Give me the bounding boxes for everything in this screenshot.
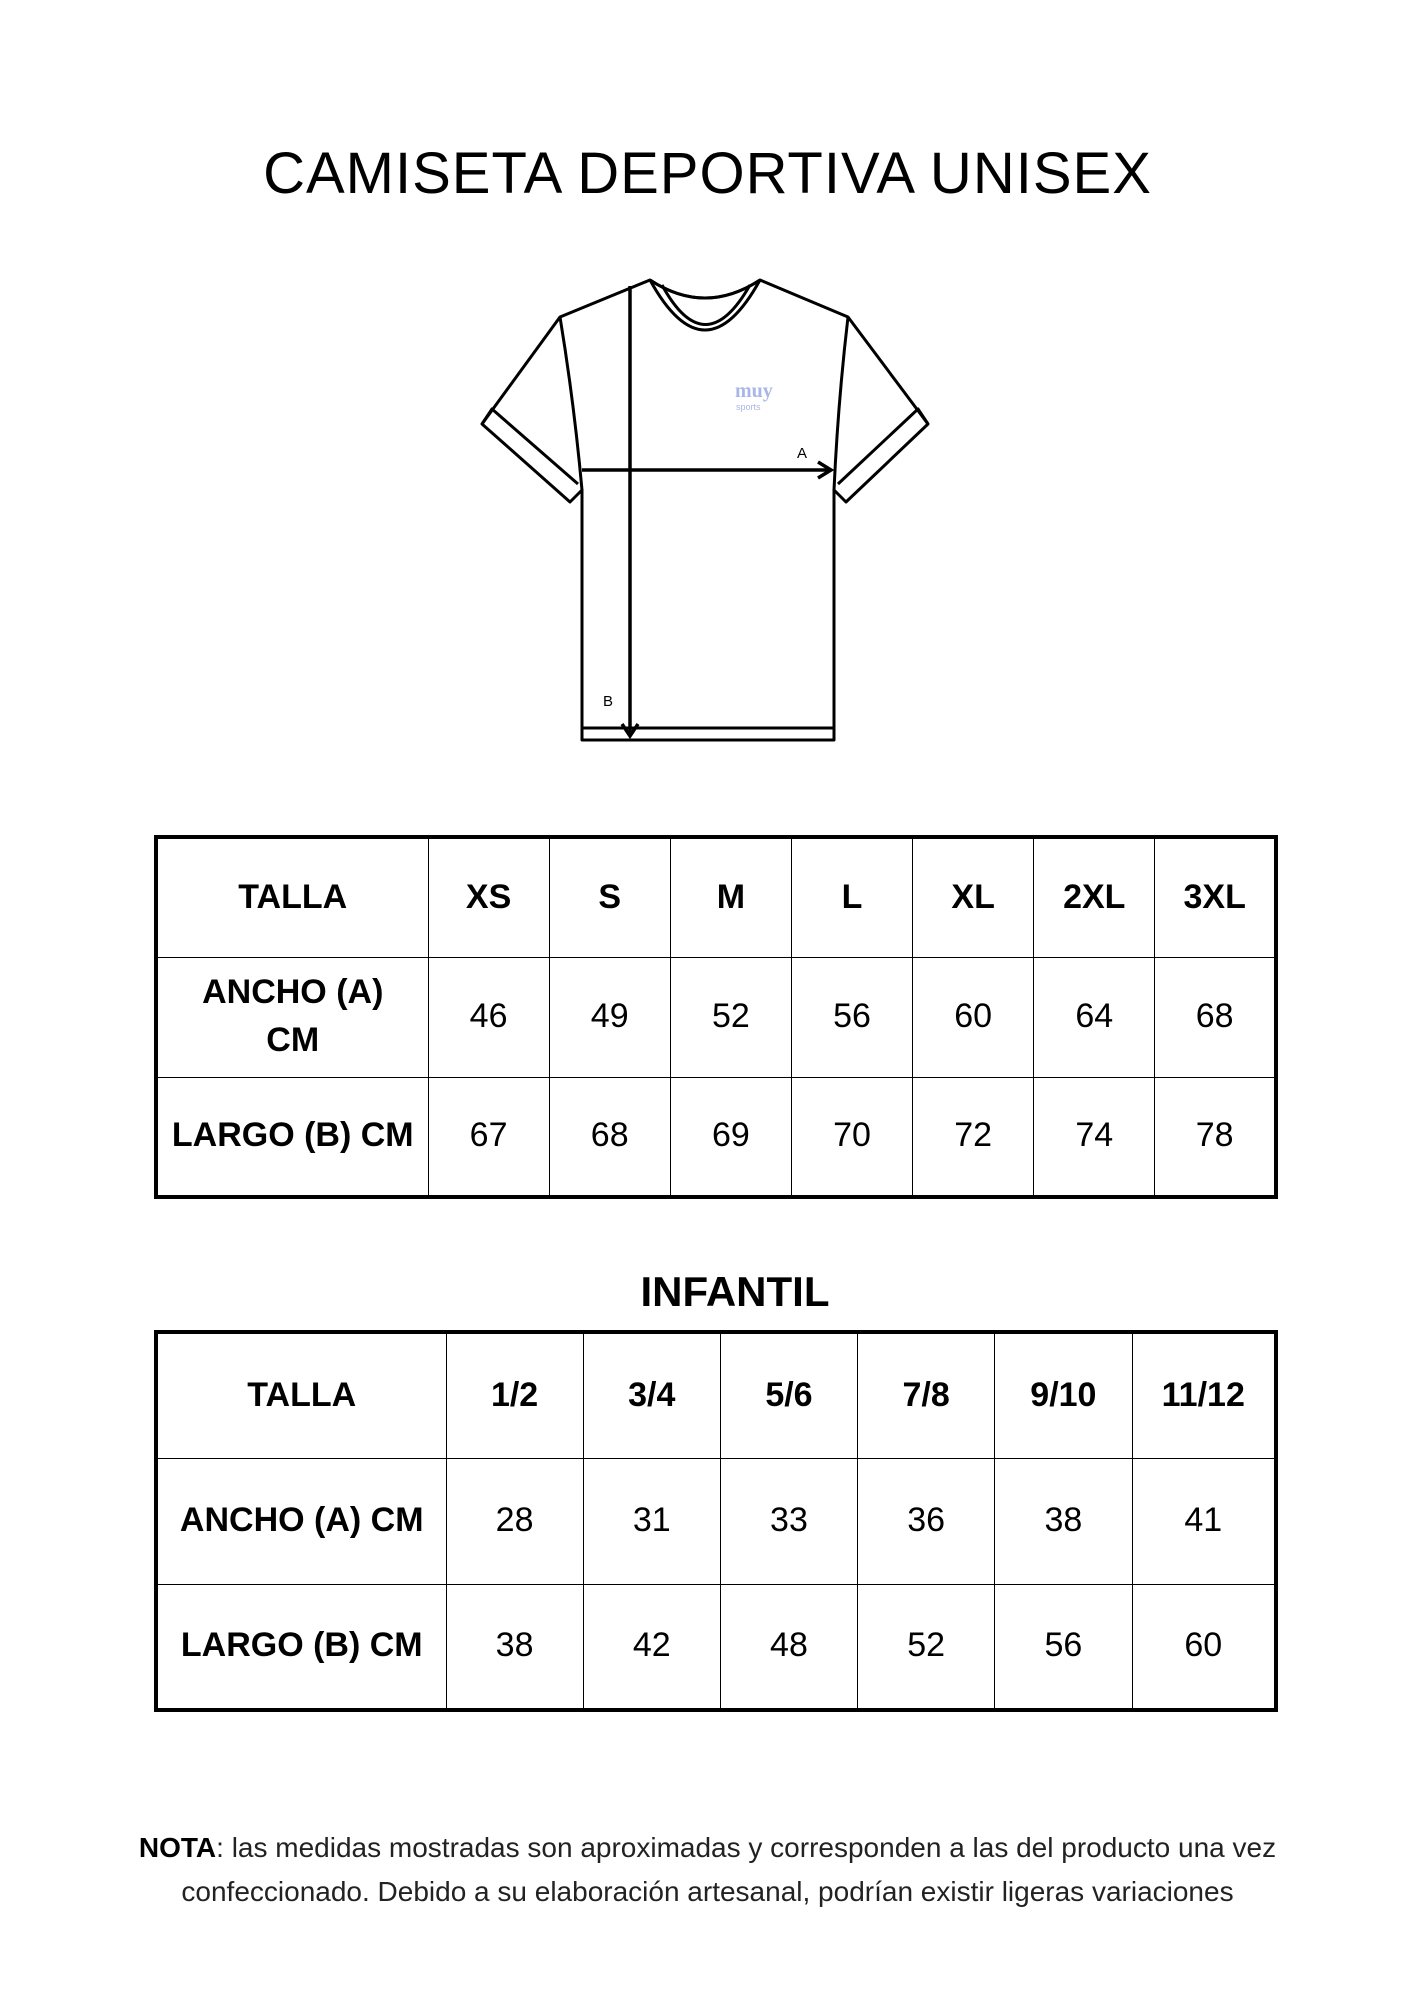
value-cell: 38 bbox=[446, 1584, 583, 1710]
page-title: CAMISETA DEPORTIVA UNISEX bbox=[263, 141, 1152, 206]
header-cell: 11/12 bbox=[1132, 1332, 1276, 1458]
header-cell: TALLA bbox=[156, 1332, 446, 1458]
tshirt-icon bbox=[470, 272, 940, 742]
value-cell: 46 bbox=[428, 957, 549, 1077]
value-cell: 74 bbox=[1034, 1077, 1155, 1197]
table-row bbox=[156, 1332, 1276, 1458]
label-a: A bbox=[797, 445, 808, 462]
value-cell: 42 bbox=[583, 1584, 720, 1710]
table-row bbox=[156, 1458, 1276, 1584]
header-cell: 7/8 bbox=[858, 1332, 995, 1458]
value-cell: 72 bbox=[913, 1077, 1034, 1197]
value-cell: 49 bbox=[549, 957, 670, 1077]
header-cell: TALLA bbox=[156, 837, 428, 957]
value-cell: 64 bbox=[1034, 957, 1155, 1077]
header-cell: 3/4 bbox=[583, 1332, 720, 1458]
table-row bbox=[156, 837, 1276, 957]
table-row bbox=[156, 1077, 1276, 1197]
brand-logo-sub: sports bbox=[736, 402, 761, 412]
header-cell: 2XL bbox=[1034, 837, 1155, 957]
value-cell: 36 bbox=[858, 1458, 995, 1584]
header-cell: 5/6 bbox=[720, 1332, 857, 1458]
label-b: B bbox=[603, 693, 614, 710]
value-cell: 56 bbox=[791, 957, 912, 1077]
value-cell: 31 bbox=[583, 1458, 720, 1584]
header-cell: XL bbox=[913, 837, 1034, 957]
adult-size-table bbox=[154, 835, 1278, 1199]
header-cell: XS bbox=[428, 837, 549, 957]
value-cell: 52 bbox=[670, 957, 791, 1077]
value-cell: 70 bbox=[791, 1077, 912, 1197]
header-cell: M bbox=[670, 837, 791, 957]
value-cell: 52 bbox=[858, 1584, 995, 1710]
header-cell: 1/2 bbox=[446, 1332, 583, 1458]
value-cell: 33 bbox=[720, 1458, 857, 1584]
kids-section-title: INFANTIL bbox=[640, 1268, 830, 1315]
row-label: LARGO (B) CM bbox=[156, 1584, 446, 1710]
value-cell: 48 bbox=[720, 1584, 857, 1710]
row-label: ANCHO (A) CM bbox=[156, 1458, 446, 1584]
value-cell: 67 bbox=[428, 1077, 549, 1197]
footer-note bbox=[60, 1826, 1355, 1914]
row-label: LARGO (B) CM bbox=[156, 1077, 428, 1197]
header-cell: L bbox=[791, 837, 912, 957]
value-cell: 28 bbox=[446, 1458, 583, 1584]
note-text: : las medidas mostradas son aproximadas y corresponden a las del producto una vez confeccionado. Debido a su elaboración artesanal, podrían existir ligeras variaciones bbox=[181, 1832, 1277, 1907]
header-cell: 9/10 bbox=[995, 1332, 1132, 1458]
header-cell: 3XL bbox=[1155, 837, 1276, 957]
value-cell: 68 bbox=[549, 1077, 670, 1197]
kids-size-table bbox=[154, 1330, 1278, 1712]
value-cell: 69 bbox=[670, 1077, 791, 1197]
value-cell: 56 bbox=[995, 1584, 1132, 1710]
table-row bbox=[156, 957, 1276, 1077]
value-cell: 60 bbox=[1132, 1584, 1276, 1710]
note-label: NOTA bbox=[138, 1832, 217, 1863]
table-row bbox=[156, 1584, 1276, 1710]
brand-logo: muy bbox=[735, 380, 773, 402]
value-cell: 68 bbox=[1155, 957, 1276, 1077]
value-cell: 60 bbox=[913, 957, 1034, 1077]
row-label: ANCHO (A) CM bbox=[156, 957, 428, 1077]
value-cell: 38 bbox=[995, 1458, 1132, 1584]
value-cell: 78 bbox=[1155, 1077, 1276, 1197]
value-cell: 41 bbox=[1132, 1458, 1276, 1584]
header-cell: S bbox=[549, 837, 670, 957]
